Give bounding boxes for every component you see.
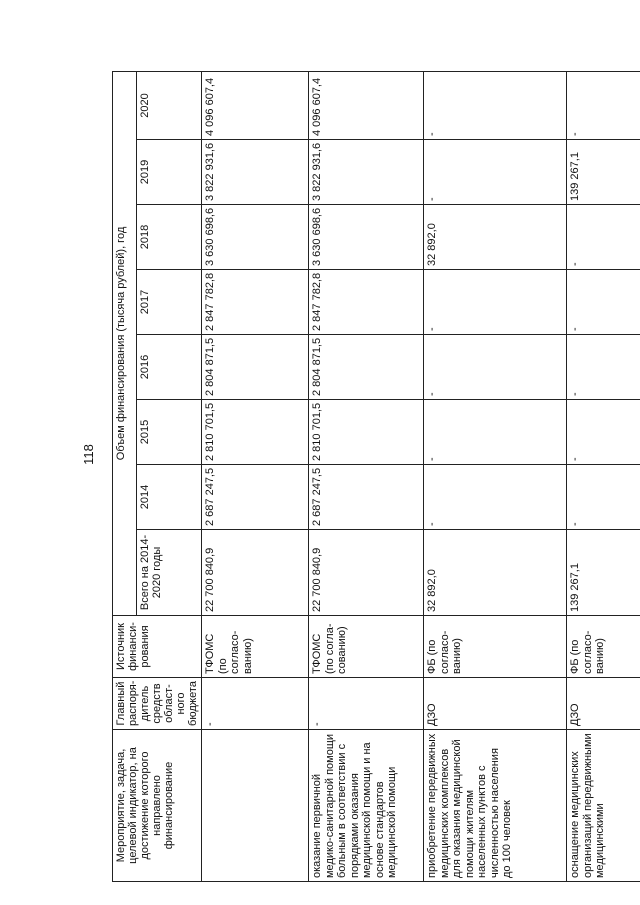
page-number: 118	[80, 444, 96, 465]
value-cell: 3 822 931,6	[309, 140, 424, 205]
table-row	[202, 71, 309, 881]
header-year: 2015	[137, 400, 202, 465]
total-cell: 22 700 840,9	[309, 530, 424, 616]
event-cell	[202, 730, 309, 882]
value-cell: -	[424, 140, 567, 205]
value-cell: -	[567, 205, 640, 270]
manager-cell: -	[202, 678, 309, 730]
source-cell: ТФОМС (по согла-сованию)	[309, 616, 424, 678]
source-cell: ФБ (по согласо-ванию)	[567, 616, 640, 678]
table-row	[424, 71, 567, 881]
header-volume: Объем финансирования (тысяча рублей), год	[113, 71, 137, 615]
value-cell: -	[567, 71, 640, 139]
value-cell: 2 810 701,5	[202, 400, 309, 465]
value-cell: 3 630 698,6	[202, 205, 309, 270]
financing-table	[112, 71, 640, 882]
header-year: 2020	[137, 71, 202, 139]
value-cell: 2 804 871,5	[309, 335, 424, 400]
value-cell: -	[567, 400, 640, 465]
header-total: Всего на 2014-2020 годы	[137, 530, 202, 616]
table-row	[567, 71, 640, 881]
value-cell: -	[424, 270, 567, 335]
value-cell: 2 687 247,5	[309, 465, 424, 530]
value-cell: -	[424, 335, 567, 400]
event-cell: оказание первичной медико-санитарной помощи больным в соответствии с порядками оказания медицинской помощи и на основе стандартов медицинской помощи	[309, 730, 424, 882]
header-year: 2018	[137, 205, 202, 270]
value-cell: 2 810 701,5	[309, 400, 424, 465]
event-cell: приобретение передвижных медицинских комплексов для оказания медицинской помощи жителям населенных пунктов с численностью населения до 100 человек	[424, 730, 567, 882]
value-cell: 2 847 782,8	[309, 270, 424, 335]
value-cell: 32 892,0	[424, 205, 567, 270]
rotated-page-content	[112, 74, 617, 882]
value-cell: 2 804 871,5	[202, 335, 309, 400]
header-year: 2017	[137, 270, 202, 335]
table-row	[309, 71, 424, 881]
manager-cell: ДЗО	[424, 678, 567, 730]
manager-cell: -	[309, 678, 424, 730]
table-header-row	[113, 71, 137, 881]
total-cell: 22 700 840,9	[202, 530, 309, 616]
header-year: 2014	[137, 465, 202, 530]
header-year: 2019	[137, 140, 202, 205]
value-cell: -	[424, 71, 567, 139]
value-cell: -	[567, 335, 640, 400]
value-cell: 3 630 698,6	[309, 205, 424, 270]
header-year: 2016	[137, 335, 202, 400]
manager-cell: ДЗО	[567, 678, 640, 730]
value-cell: 4 096 607,4	[309, 71, 424, 139]
value-cell: -	[424, 465, 567, 530]
value-cell: -	[567, 270, 640, 335]
total-cell: 139 267,1	[567, 530, 640, 616]
value-cell: -	[567, 465, 640, 530]
source-cell: ФБ (по согласо-ванию)	[424, 616, 567, 678]
header-manager: Главный распоря-дитель средств област-ного бюджета	[113, 678, 202, 730]
total-cell: 32 892,0	[424, 530, 567, 616]
header-event: Мероприятие, задача, целевой индикатор, на достижение которого направлено финансирование	[113, 730, 202, 882]
event-cell: оснащение медицинских организаций передвижными медицинскими	[567, 730, 640, 882]
value-cell: 139 267,1	[567, 140, 640, 205]
source-cell: ТФОМС (по согласо-ванию)	[202, 616, 309, 678]
value-cell: 4 096 607,4	[202, 71, 309, 139]
value-cell: 2 847 782,8	[202, 270, 309, 335]
value-cell: 3 822 931,6	[202, 140, 309, 205]
header-source: Источник финанси-рования	[113, 616, 202, 678]
value-cell: -	[424, 400, 567, 465]
value-cell: 2 687 247,5	[202, 465, 309, 530]
